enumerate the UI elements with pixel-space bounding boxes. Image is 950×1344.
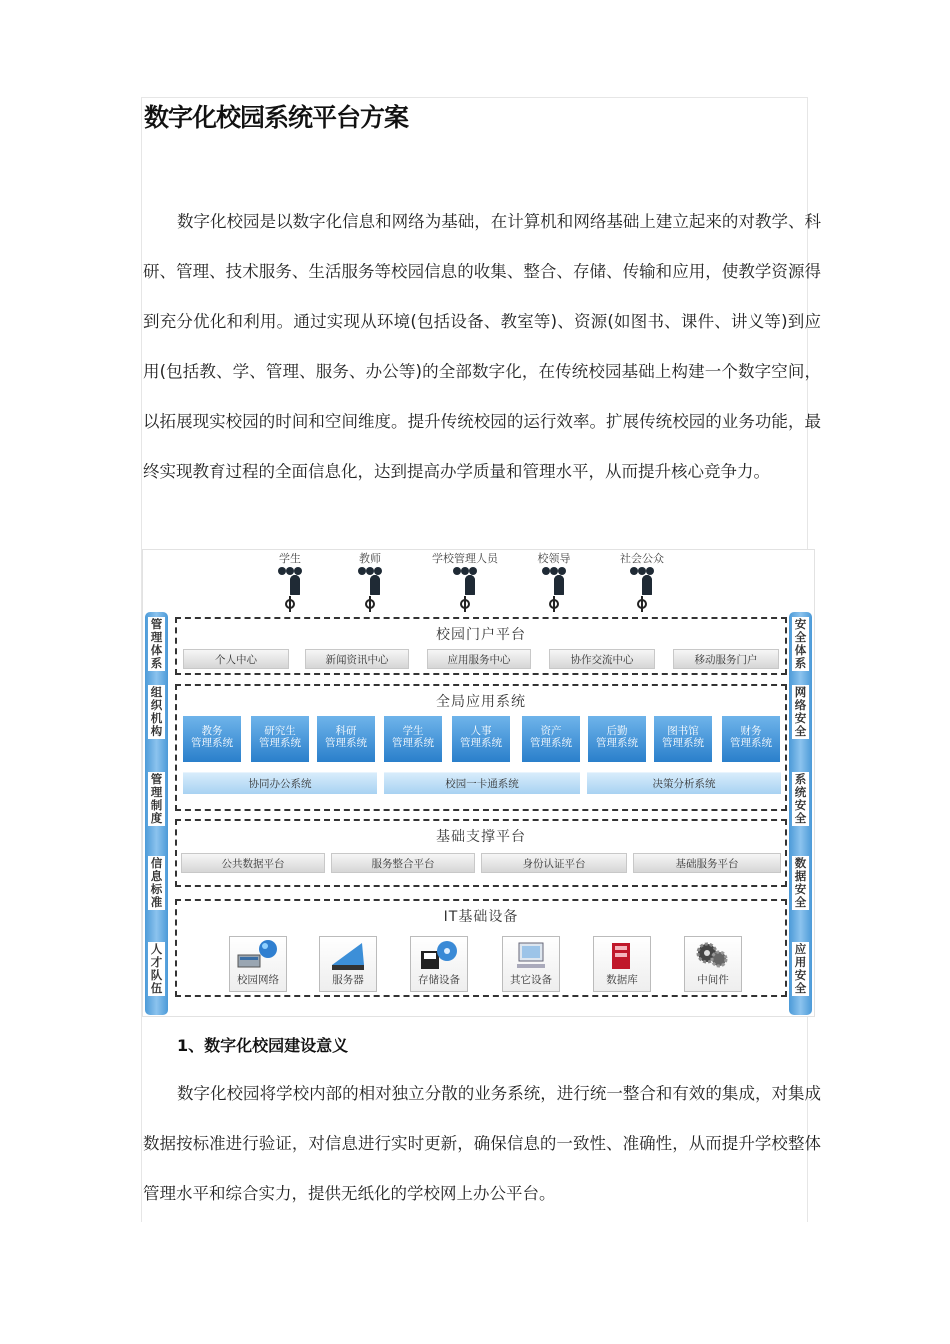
it-item-server <box>319 936 377 992</box>
portal-layer <box>175 617 787 675</box>
connector-icon <box>365 599 375 609</box>
document-title: 数字化校园系统平台方案 <box>144 103 409 132</box>
app-system-name: 人事 <box>470 725 492 737</box>
connector-icon <box>549 599 559 609</box>
portal-item: 移动服务门户 <box>673 649 779 669</box>
sidebar-item-management-system: 管理体系 <box>148 617 165 671</box>
sidebar-item-talent: 人才队伍 <box>148 942 165 996</box>
layer-title: IT基础设备 <box>443 909 519 925</box>
it-item-label: 存储设备 <box>418 974 460 986</box>
app-system-suffix: 管理系统 <box>259 737 301 749</box>
app-system-button <box>384 716 442 762</box>
storage-icon <box>411 937 467 973</box>
user-public <box>612 550 672 609</box>
app-system-name: 财务 <box>740 725 762 737</box>
it-item-label: 数据库 <box>606 974 638 986</box>
section-paragraph <box>143 1069 821 1219</box>
network-icon <box>230 937 286 973</box>
architecture-diagram <box>142 549 815 1017</box>
layer-title: 校园门户平台 <box>436 627 526 643</box>
it-item-storage <box>410 936 468 992</box>
layer-title: 全局应用系统 <box>436 694 526 710</box>
support-item: 公共数据平台 <box>181 853 325 873</box>
it-item-other-devices <box>502 936 560 992</box>
it-item-label: 服务器 <box>332 974 364 986</box>
gears-icon <box>685 937 741 973</box>
app-system-suffix: 管理系统 <box>191 737 233 749</box>
user-student <box>260 550 320 609</box>
right-sidebar-security <box>789 612 812 1015</box>
computer-icon <box>503 937 559 973</box>
shared-system-bar: 校园一卡通系统 <box>384 772 580 794</box>
portal-item: 个人中心 <box>183 649 289 669</box>
people-icon <box>629 567 655 595</box>
it-item-campus-network <box>229 936 287 992</box>
intro-paragraph <box>143 197 821 497</box>
connector-icon <box>637 599 647 609</box>
apps-layer <box>175 684 787 811</box>
it-item-label: 中间件 <box>697 974 729 986</box>
server-icon <box>320 937 376 973</box>
app-system-name: 资产 <box>540 725 562 737</box>
app-system-name: 学生 <box>402 725 424 737</box>
app-system-suffix: 管理系统 <box>460 737 502 749</box>
shared-system-bar: 协同办公系统 <box>183 772 377 794</box>
user-school-admin <box>420 550 510 609</box>
support-item: 基础服务平台 <box>633 853 781 873</box>
app-system-button <box>588 716 646 762</box>
support-item: 服务整合平台 <box>331 853 475 873</box>
user-label: 学生 <box>279 552 301 565</box>
user-label: 校领导 <box>537 552 571 565</box>
app-system-name: 科研 <box>335 725 357 737</box>
sidebar-item-app-security: 应用安全 <box>792 942 809 996</box>
people-icon <box>541 567 567 595</box>
database-icon <box>594 937 650 973</box>
it-item-label: 其它设备 <box>510 974 552 986</box>
app-system-name: 后勤 <box>606 725 628 737</box>
people-icon <box>452 567 478 595</box>
app-system-suffix: 管理系统 <box>325 737 367 749</box>
user-teacher <box>340 550 400 609</box>
portal-item: 新闻资讯中心 <box>305 649 409 669</box>
app-system-suffix: 管理系统 <box>662 737 704 749</box>
user-label: 社会公众 <box>620 552 664 565</box>
support-layer <box>175 819 787 887</box>
sidebar-item-organization: 组织机构 <box>148 685 165 739</box>
sidebar-item-system-security: 系统安全 <box>792 772 809 826</box>
sidebar-item-data-security: 数据安全 <box>792 856 809 910</box>
app-system-suffix: 管理系统 <box>730 737 772 749</box>
app-system-button <box>317 716 375 762</box>
connector-icon <box>285 599 295 609</box>
user-label: 教师 <box>359 552 381 565</box>
it-item-database <box>593 936 651 992</box>
app-system-suffix: 管理系统 <box>596 737 638 749</box>
sidebar-item-regulations: 管理制度 <box>148 772 165 826</box>
app-system-button <box>452 716 510 762</box>
app-system-name: 图书馆 <box>667 725 699 737</box>
section-text: 数字化校园将学校内部的相对独立分散的业务系统，进行统一整合和有效的集成，对集成数据按标准进行验证，对信息进行实时更新，确保信息的一致性、准确性，从而提升学校整体管理水平和综合实力，提供无纸化的学校网上办公平台。 <box>143 1084 821 1203</box>
people-icon <box>357 567 383 595</box>
sidebar-item-security-system: 安全体系 <box>792 617 809 671</box>
app-system-suffix: 管理系统 <box>530 737 572 749</box>
portal-item: 应用服务中心 <box>427 649 531 669</box>
support-item: 身份认证平台 <box>481 853 627 873</box>
user-school-leader <box>524 550 584 609</box>
sidebar-item-network-security: 网络安全 <box>792 685 809 739</box>
people-icon <box>277 567 303 595</box>
user-label: 学校管理人员 <box>432 552 498 565</box>
app-system-button <box>654 716 712 762</box>
section-heading: 1、数字化校园建设意义 <box>177 1036 349 1055</box>
layer-title: 基础支撑平台 <box>436 829 526 845</box>
app-system-name: 教务 <box>201 725 223 737</box>
sidebar-item-info-standard: 信息标准 <box>148 856 165 910</box>
app-system-name: 研究生 <box>264 725 296 737</box>
left-sidebar-management <box>145 612 168 1015</box>
app-system-button <box>251 716 309 762</box>
connector-icon <box>460 599 470 609</box>
it-item-middleware <box>684 936 742 992</box>
app-system-button <box>722 716 780 762</box>
app-system-button <box>522 716 580 762</box>
intro-text: 数字化校园是以数字化信息和网络为基础，在计算机和网络基础上建立起来的对教学、科研、管理、技术服务、生活服务等校园信息的收集、整合、存储、传输和应用，使教学资源得到充分优化和利用。通过实现从环境(包括设备、教室等)、资源(如图书、课件、讲义等)到应用(包括教、学、管理、服务、办公等)的全部数字化，在传统校园基础上构建一个数字空间，以拓展现实校园的时间和空间维度。提升传统校园的运行效率。扩展传统校园的业务功能，最终实现教育过程的全面信息化，达到提高办学质量和管理水平，从而提升核心竞争力。 <box>143 212 821 481</box>
shared-system-bar: 决策分析系统 <box>587 772 781 794</box>
app-system-button <box>183 716 241 762</box>
it-item-label: 校园网络 <box>237 974 279 986</box>
app-system-suffix: 管理系统 <box>392 737 434 749</box>
portal-item: 协作交流中心 <box>549 649 655 669</box>
